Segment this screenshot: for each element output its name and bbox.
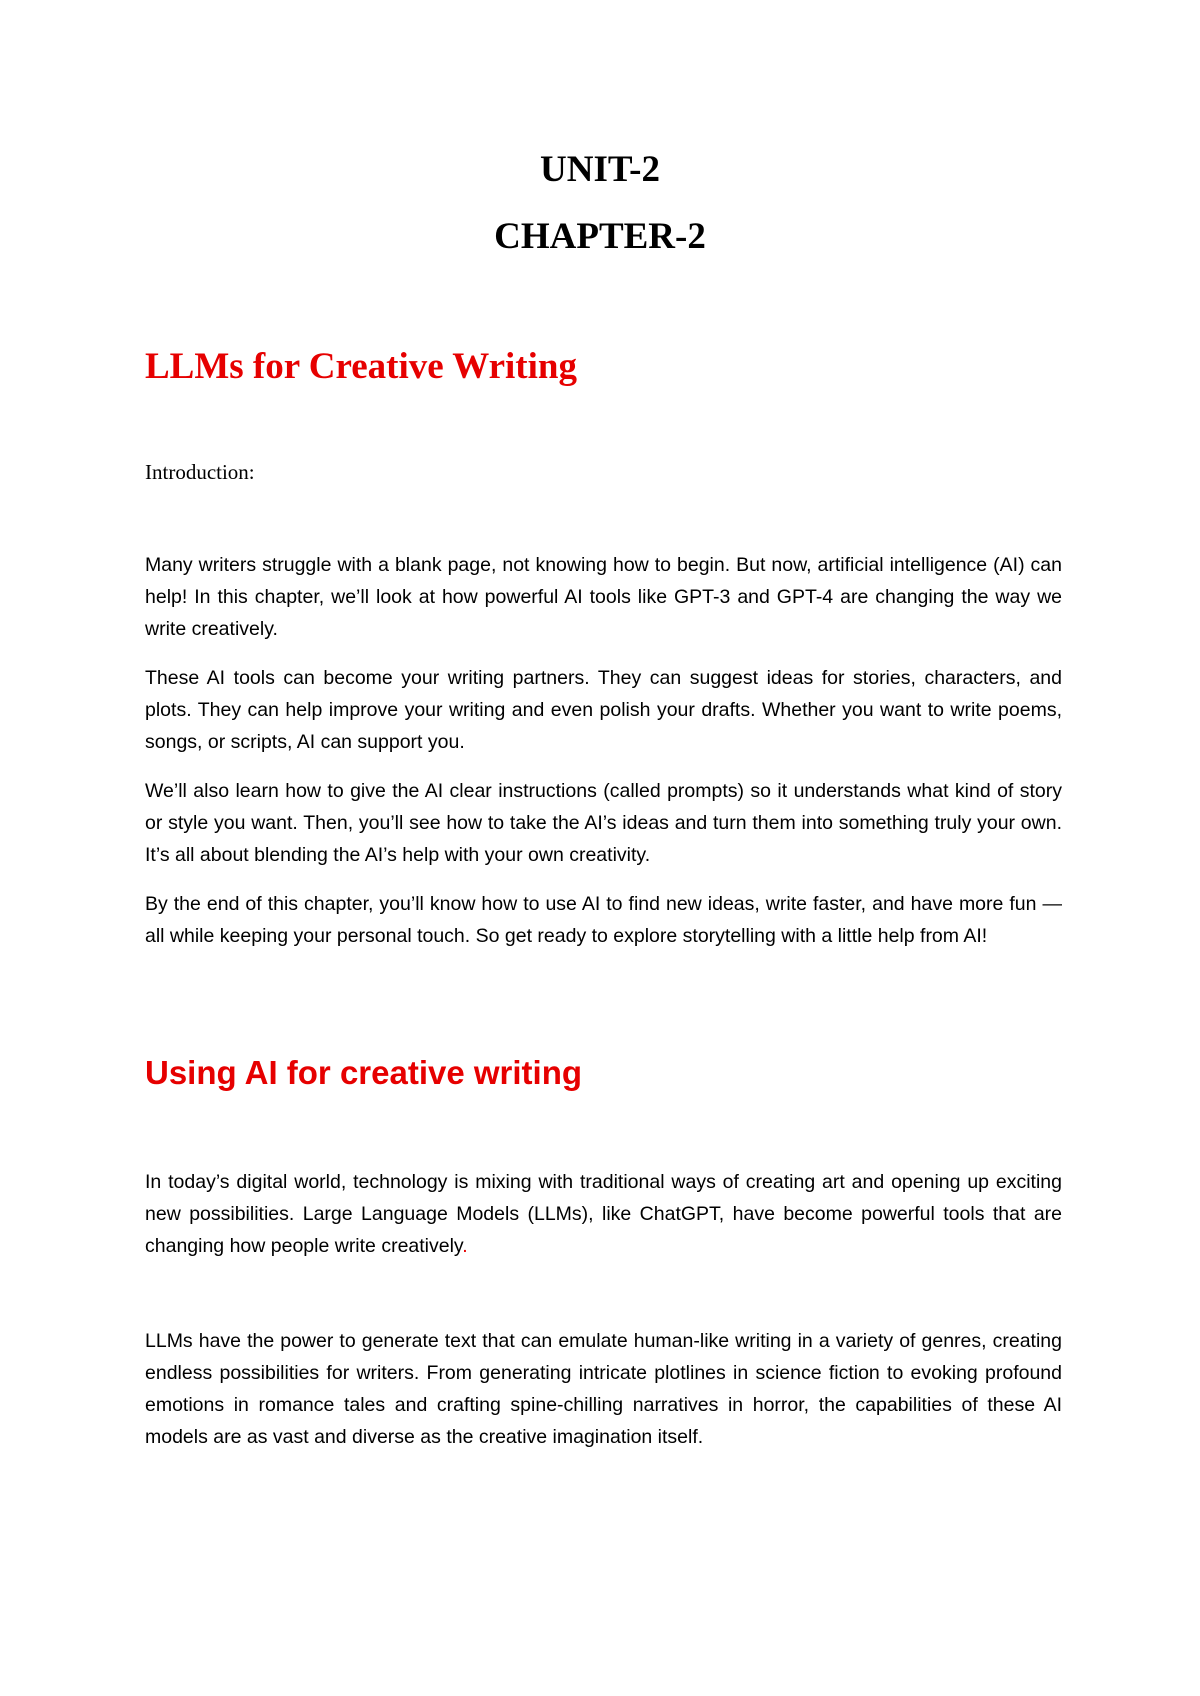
- intro-paragraph-1: Many writers struggle with a blank page, not knowing how to begin. But now, artificial intelligence (AI) can help! In this chapter, we’ll look at how powerful AI tools like GPT-3 and GPT-4 are changing the way we write creatively.: [145, 554, 1062, 640]
- unit-title: UNIT-2: [540, 149, 660, 190]
- intro-paragraph-3: We’ll also learn how to give the AI clear instructions (called prompts) so it understands what kind of story or style you want. Then, you’ll see how to take the AI’s ideas and turn them into something truly your own. It’s all about blending the AI’s help with your own creativity.: [145, 780, 1062, 866]
- introduction-label: Introduction:: [145, 460, 255, 484]
- main-heading: LLMs for Creative Writing: [145, 346, 577, 387]
- section-paragraph-1: [145, 1166, 1062, 1262]
- section-paragraph-1-text: In today’s digital world, technology is mixing with traditional ways of creating art and opening up exciting new possibilities. Large Language Models (LLMs), like ChatGPT, have become powerful tools that are changing how people write creatively: [145, 1171, 1062, 1257]
- intro-paragraph-4: By the end of this chapter, you’ll know how to use AI to find new ideas, write faster, and have more fun — all while keeping your personal touch. So get ready to explore storytelling with a little help from AI!: [145, 893, 1062, 947]
- chapter-title: CHAPTER-2: [494, 216, 706, 257]
- section-paragraph-1-end: .: [462, 1235, 468, 1257]
- section-paragraph-2: LLMs have the power to generate text that can emulate human-like writing in a variety of genres, creating endless possibilities for writers. From generating intricate plotlines in science fiction to evoking profound emotions in romance tales and crafting spine-chilling narratives in horror, the capabilities of these AI models are as vast and diverse as the creative imagination itself.: [145, 1330, 1062, 1448]
- intro-paragraph-2: These AI tools can become your writing partners. They can suggest ideas for stories, characters, and plots. They can help improve your writing and even polish your drafts. Whether you want to write poems, songs, or scripts, AI can support you.: [145, 667, 1062, 753]
- section-heading: Using AI for creative writing: [145, 1054, 583, 1091]
